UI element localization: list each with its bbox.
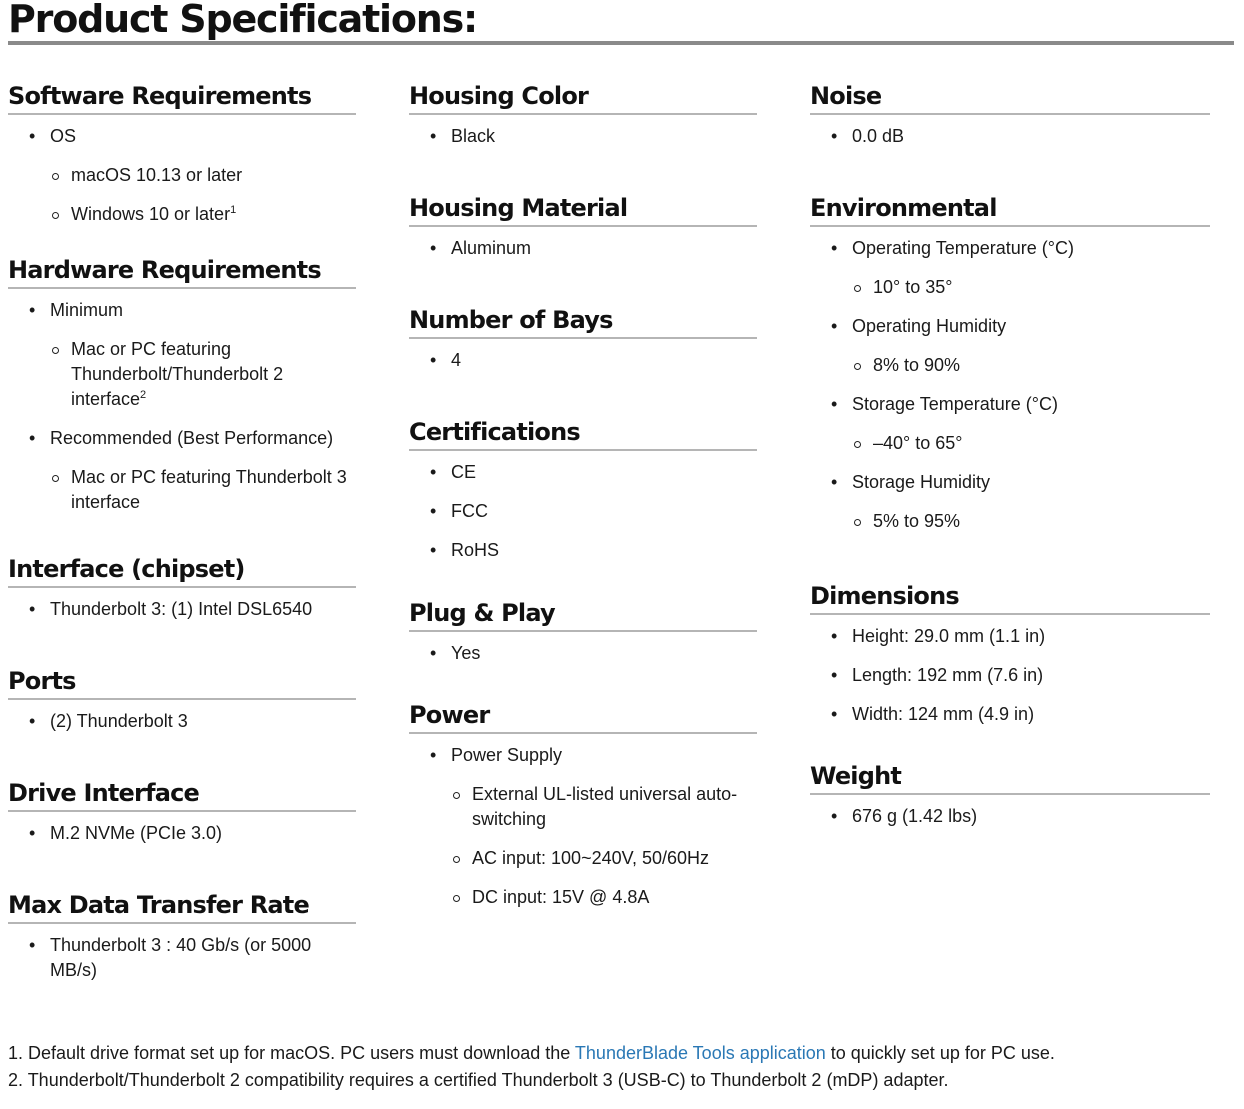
section-housing-material (409, 192, 757, 261)
section-noise (810, 80, 1210, 149)
footnote-ref: 2 (140, 389, 147, 401)
footnote-1: 1. Default drive format set up for macOS. PC users must download the ThunderBlade Tools application to quickly set up for PC use. (8, 1043, 1055, 1063)
page-title: Product Specifications: (8, 0, 478, 41)
section-title: Plug & Play (409, 597, 757, 632)
section-drive-interface (8, 777, 356, 846)
spec-item: • OS macOS 10.13 or later Windows 10 or later$^1$ (8, 124, 356, 227)
section-title: Housing Material (409, 192, 757, 227)
spec-item: • CE (409, 460, 757, 485)
spec-subitem: 5% to 95% (852, 509, 1210, 534)
section-title: Ports (8, 665, 356, 700)
section-power (409, 699, 757, 910)
spec-subitem: 10° to 35° (852, 275, 1210, 300)
section-title: Environmental (810, 192, 1210, 227)
spec-item: • Operating Humidity 8% to 90% (810, 314, 1210, 378)
section-title: Certifications (409, 416, 757, 451)
spec-subitem: –40° to 65° (852, 431, 1210, 456)
spec-subitem: macOS 10.13 or later (50, 163, 356, 188)
section-title: Hardware Requirements (8, 254, 356, 289)
section-environmental (810, 192, 1210, 534)
spec-item: • Length: 192 mm (7.6 in) (810, 663, 1210, 688)
footnote-2: 2. Thunderbolt/Thunderbolt 2 compatibility requires a certified Thunderbolt 3 (USB-C) to Thunderbolt 2 (mDP) adapter. (8, 1070, 949, 1090)
spec-item: • Yes (409, 641, 757, 666)
spec-subitem: Mac or PC featuring Thunderbolt/Thunderbolt 2 interface$^2$ (50, 337, 356, 412)
footnote-ref: 1 (230, 204, 237, 216)
section-interface-chipset (8, 553, 356, 622)
spec-column-2 (409, 80, 757, 910)
section-housing-color (409, 80, 757, 149)
section-number-of-bays (409, 304, 757, 373)
spec-column-1 (8, 80, 356, 983)
spec-item: • Width: 124 mm (4.9 in) (810, 702, 1210, 727)
spec-item: • 676 g (1.42 lbs) (810, 804, 1210, 829)
spec-item: • Storage Humidity 5% to 95% (810, 470, 1210, 534)
spec-item: • Thunderbolt 3: (1) Intel DSL6540 (8, 597, 356, 622)
spec-item: • Black (409, 124, 757, 149)
section-title: Dimensions (810, 580, 1210, 615)
section-dimensions (810, 580, 1210, 727)
spec-item: • M.2 NVMe (PCIe 3.0) (8, 821, 356, 846)
spec-item: • Minimum Mac or PC featuring Thunderbolt/Thunderbolt 2 interface$^2$ (8, 298, 356, 412)
spec-item: • Operating Temperature (°C) 10° to 35° (810, 236, 1210, 300)
footnotes (8, 1040, 1238, 1094)
spec-subitem: External UL-listed universal auto-switching (451, 782, 757, 832)
section-weight (810, 760, 1210, 829)
section-title: Max Data Transfer Rate (8, 889, 356, 924)
spec-subitem: Mac or PC featuring Thunderbolt 3 interface (50, 465, 356, 515)
title-divider (8, 41, 1234, 45)
spec-item: • Aluminum (409, 236, 757, 261)
section-ports (8, 665, 356, 734)
spec-subitem: DC input: 15V @ 4.8A (451, 885, 757, 910)
section-title: Power (409, 699, 757, 734)
section-title: Housing Color (409, 80, 757, 115)
spec-item: • (2) Thunderbolt 3 (8, 709, 356, 734)
spec-item: • Thunderbolt 3 : 40 Gb/s (or 5000 MB/s) (8, 933, 356, 983)
section-hardware-requirements (8, 254, 356, 515)
spec-item: • FCC (409, 499, 757, 524)
section-title: Weight (810, 760, 1210, 795)
section-title: Noise (810, 80, 1210, 115)
section-max-data-transfer-rate (8, 889, 356, 983)
spec-item: • 4 (409, 348, 757, 373)
section-title: Number of Bays (409, 304, 757, 339)
spec-item: • Height: 29.0 mm (1.1 in) (810, 624, 1210, 649)
spec-subitem: Windows 10 or later$^1$ (50, 202, 356, 227)
spec-item: • Power Supply External UL-listed universal auto-switching AC input: 100~240V, 50/60Hz DC input: 15V @ 4.8A (409, 743, 757, 910)
section-title: Software Requirements (8, 80, 356, 115)
section-certifications (409, 416, 757, 563)
thunderblade-tools-link[interactable]: ThunderBlade Tools application (574, 1043, 826, 1063)
spec-item: • Recommended (Best Performance) Mac or PC featuring Thunderbolt 3 interface (8, 426, 356, 515)
spec-column-3 (810, 80, 1210, 829)
section-software-requirements (8, 80, 356, 227)
spec-item: • Storage Temperature (°C) –40° to 65° (810, 392, 1210, 456)
spec-subitem: 8% to 90% (852, 353, 1210, 378)
spec-item: • RoHS (409, 538, 757, 563)
spec-item: • 0.0 dB (810, 124, 1210, 149)
section-title: Interface (chipset) (8, 553, 356, 588)
section-plug-and-play (409, 597, 757, 666)
section-title: Drive Interface (8, 777, 356, 812)
spec-subitem: AC input: 100~240V, 50/60Hz (451, 846, 757, 871)
